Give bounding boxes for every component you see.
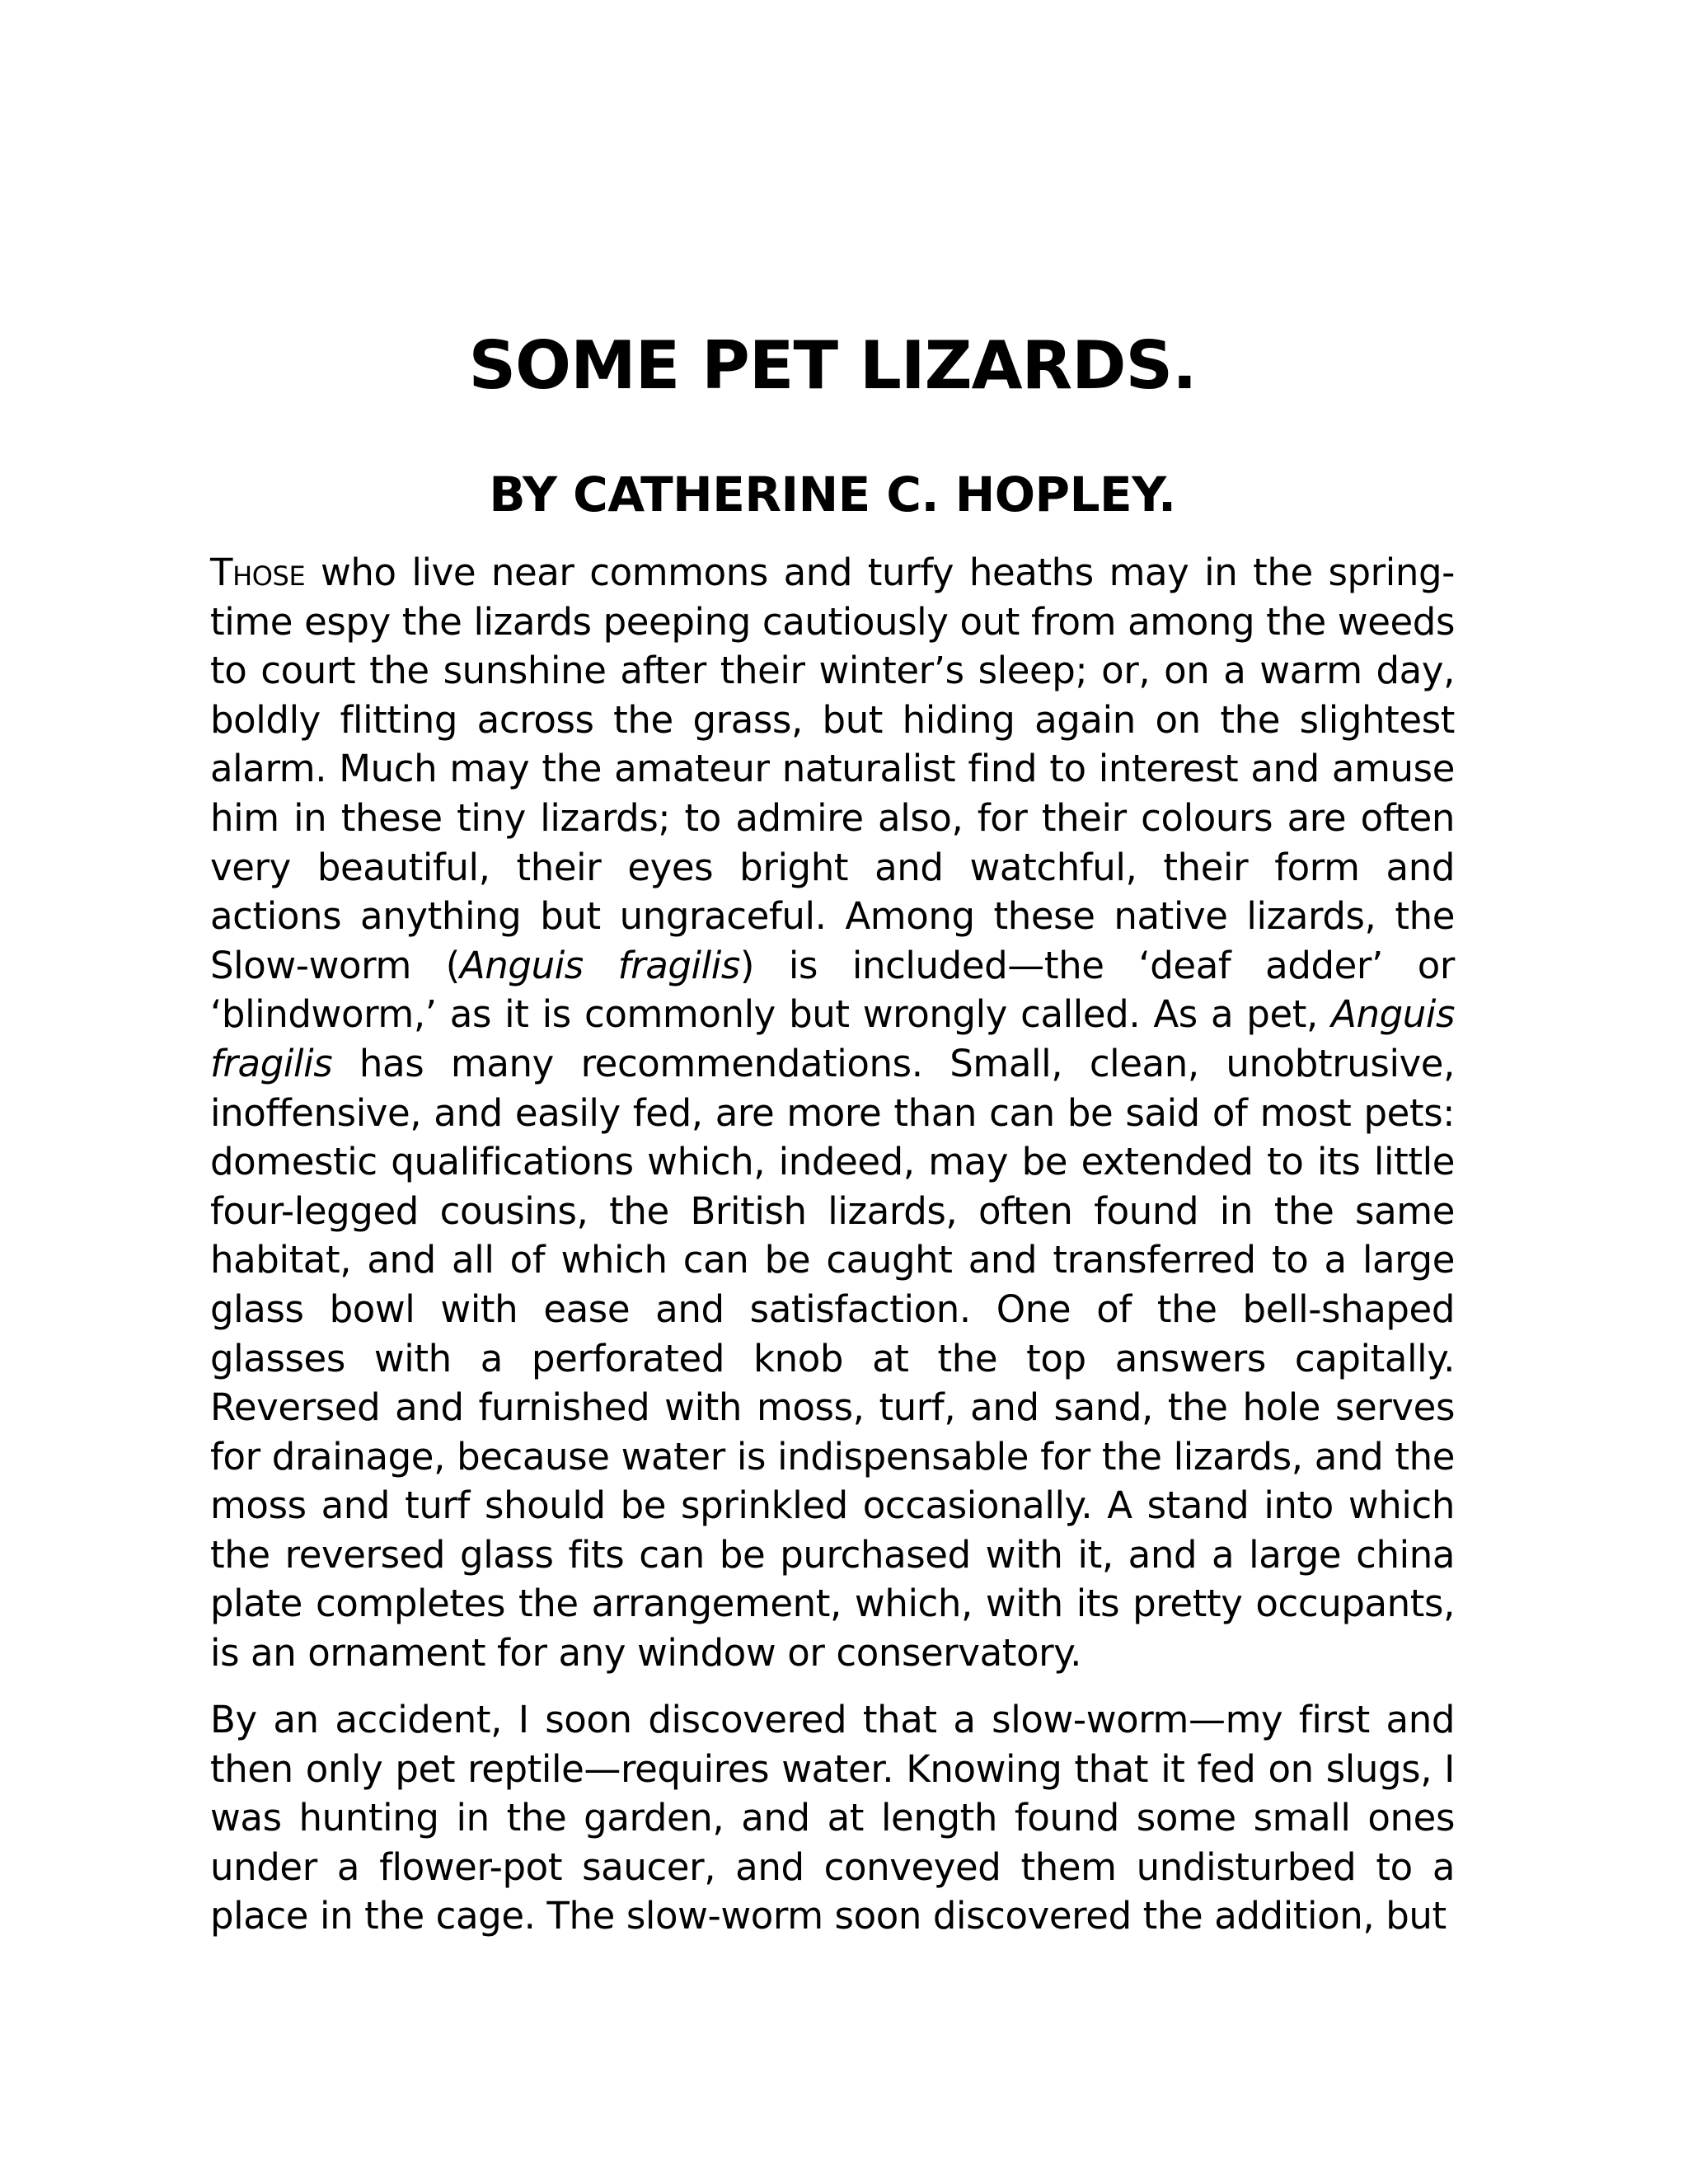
article-byline: BY CATHERINE C. HOPLEY. bbox=[489, 466, 1176, 523]
lead-word: Those bbox=[210, 551, 306, 594]
article-title: SOME PET LIZARDS. bbox=[468, 327, 1197, 404]
body-paragraph-2: By an accident, I soon discovered that a slow-worm—my first and then only pet reptile—requires water. Knowing that it fed on slugs, I was hunting in the garden, and at length found some small ones under a flower-pot saucer, and conveyed them undisturbed to a place in the cage. The slow-worm soon discovered the addition, but bbox=[210, 1698, 1455, 1938]
paragraph-1-text-a: who live near commons and turfy heaths may in the spring-time espy the lizards peeping cautiously out from among the weeds to court the sunshine after their winter’s sleep; or, on a warm day, boldly flitting across the grass, but hiding again on the slightest alarm. Much may the amateur naturalist find to interest and amuse him in these tiny lizards; to admire also, for their colours are often very beautiful, their eyes bright and watchful, their form and actions anything but ungraceful. Among these native lizards, the Slow-worm ( bbox=[210, 551, 1455, 987]
document-page bbox=[210, 0, 1455, 2184]
species-name-italic: Anguis fragilis bbox=[459, 943, 740, 987]
paragraph-1-text-b: ) is included—the ‘deaf adder’ or ‘blindworm,’ as it is commonly but wrongly called. As a pet, bbox=[210, 943, 1455, 1037]
species-name-italic: Anguis fragilis bbox=[210, 992, 1455, 1085]
paragraph-1-text-c: has many recommendations. Small, clean, unobtrusive, inoffensive, and easily fed, are more than can be said of most pets: domestic qualifications which, indeed, may be extended to its little four-legged cousins, the British lizards, often found in the same habitat, and all of which can be caught and transferred to a large glass bowl with ease and satisfaction. One of the bell-shaped glasses with a perforated knob at the top answers capitally. Reversed and furnished with moss, turf, and sand, the hole serves for drainage, because water is indispensable for the lizards, and the moss and turf should be sprinkled occasionally. A stand into which the reversed glass fits can be purchased with it, and a large china plate completes the arrangement, which, with its pretty occupants, is an ornament for any window or conservatory. bbox=[210, 1041, 1455, 1675]
body-paragraph-1 bbox=[210, 548, 1455, 1678]
